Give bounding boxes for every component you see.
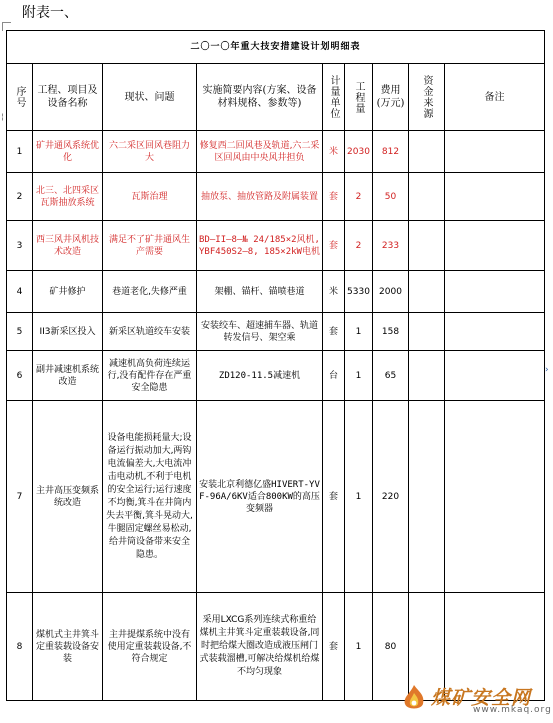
cell-project: 副井减速机系统改造 xyxy=(33,351,103,401)
table-row xyxy=(7,271,545,313)
cell-quantity: 2030 xyxy=(345,131,373,173)
cell-status: 巷道老化,失修严重 xyxy=(103,271,197,313)
cell-source xyxy=(409,271,445,313)
cell-unit: 套 xyxy=(323,593,345,701)
cell-quantity: 1 xyxy=(345,313,373,351)
cell-quantity: 1 xyxy=(345,351,373,401)
cell-quantity: 2 xyxy=(345,173,373,221)
cell-unit: 套 xyxy=(323,313,345,351)
cell-project: 矿井通风系统优化 xyxy=(33,131,103,173)
header-seq: 序号 xyxy=(7,64,33,131)
left-margin-marker: ¦ xyxy=(1,112,4,121)
cell-unit: 台 xyxy=(323,351,345,401)
cell-cost: 2000 xyxy=(373,271,409,313)
header-unit: 计量单位 xyxy=(323,64,345,131)
cell-remark xyxy=(445,173,545,221)
cell-quantity: 5330 xyxy=(345,271,373,313)
cell-cost: 80 xyxy=(373,593,409,701)
watermark-url: www.mkaq.org xyxy=(473,705,552,715)
table-title: 二〇一〇年重大技安措建设计划明细表 xyxy=(7,31,545,64)
cell-seq: 5 xyxy=(7,313,33,351)
cell-quantity: 1 xyxy=(345,401,373,593)
cell-status: 新采区轨道绞车安装 xyxy=(103,313,197,351)
watermark-text: 煤矿安全网 xyxy=(431,687,532,709)
table-row xyxy=(7,401,545,593)
right-margin-arrow-icon[interactable]: › xyxy=(545,365,549,375)
cell-quantity: 2 xyxy=(345,221,373,271)
cell-remark xyxy=(445,221,545,271)
table-header-row xyxy=(7,64,545,131)
cell-unit: 套 xyxy=(323,221,345,271)
cell-remark xyxy=(445,313,545,351)
cell-unit: 套 xyxy=(323,401,345,593)
cell-plan: 安装绞车、超速捕车器、轨道转发信号、架空乘 xyxy=(197,313,323,351)
cell-remark xyxy=(445,271,545,313)
cell-status: 主井提煤系统中没有使用定重装载设备,不符合规定 xyxy=(103,593,197,701)
cell-cost: 233 xyxy=(373,221,409,271)
header-plan: 实施简要内容(方案、设备材料规格、参数等) xyxy=(197,64,323,131)
table-row xyxy=(7,221,545,271)
cell-source xyxy=(409,173,445,221)
cell-cost: 220 xyxy=(373,401,409,593)
cell-plan: 采用LXCG系列连续式称重给煤机主井箕斗定重装载设备,同时把给煤大圈改造成液压闸门式装载溜槽,可解决给煤机给煤不均匀现象 xyxy=(197,593,323,701)
table-row xyxy=(7,173,545,221)
cell-remark xyxy=(445,401,545,593)
cell-project: 主井高压变频系统改造 xyxy=(33,401,103,593)
cell-plan: 安装北京利德亿盛HIVERT-YVF-96A/6KV适合800KW的高压变频器 xyxy=(197,401,323,593)
cell-project: 煤机式主井箕斗定重装载设备安装 xyxy=(33,593,103,701)
cell-plan: BD—II—8—№ 24/185×2风机, YBF450S2—8, 185×2kW电机 xyxy=(197,221,323,271)
cell-source xyxy=(409,351,445,401)
cell-status: 满足不了矿井通风生产需要 xyxy=(103,221,197,271)
cell-seq: 7 xyxy=(7,401,33,593)
cell-status: 瓦斯治理 xyxy=(103,173,197,221)
cell-project: II3新采区投入 xyxy=(33,313,103,351)
cell-unit: 套 xyxy=(323,173,345,221)
cell-project: 北三、北四采区瓦斯抽放系统 xyxy=(33,173,103,221)
cell-remark xyxy=(445,351,545,401)
cell-cost: 50 xyxy=(373,173,409,221)
cell-seq: 1 xyxy=(7,131,33,173)
cell-plan: 架棚、锚杆、锚喷巷道 xyxy=(197,271,323,313)
cell-source xyxy=(409,401,445,593)
header-quantity: 工程量 xyxy=(345,64,373,131)
cell-seq: 6 xyxy=(7,351,33,401)
cell-quantity: 1 xyxy=(345,593,373,701)
cell-source xyxy=(409,221,445,271)
table-row xyxy=(7,313,545,351)
header-status: 现状、问题 xyxy=(103,64,197,131)
header-source: 资金来源 xyxy=(409,64,445,131)
cell-seq: 4 xyxy=(7,271,33,313)
cell-project: 西三风井风机技术改造 xyxy=(33,221,103,271)
cell-cost: 65 xyxy=(373,351,409,401)
cell-plan: 抽放泵、抽放管路及附属装置 xyxy=(197,173,323,221)
cell-unit: 米 xyxy=(323,271,345,313)
header-project: 工程、项目及设备名称 xyxy=(33,64,103,131)
cell-source xyxy=(409,313,445,351)
cell-cost: 158 xyxy=(373,313,409,351)
cell-project: 矿井修护 xyxy=(33,271,103,313)
cell-seq: 3 xyxy=(7,221,33,271)
plan-detail-table xyxy=(6,30,545,701)
attachment-label: 附表一、 xyxy=(22,5,78,21)
cell-plan: 修复西二回风巷及轨道,六二采区回风由中央风井担负 xyxy=(197,131,323,173)
cell-remark xyxy=(445,131,545,173)
cell-seq: 2 xyxy=(7,173,33,221)
flame-logo-icon xyxy=(399,683,429,713)
cell-source xyxy=(409,131,445,173)
table-row xyxy=(7,351,545,401)
site-watermark xyxy=(399,683,552,717)
header-remark: 备注 xyxy=(445,64,545,131)
table-row xyxy=(7,131,545,173)
cell-status: 六二采区回风巷阻力大 xyxy=(103,131,197,173)
cell-seq: 8 xyxy=(7,593,33,701)
cell-status: 减速机高负荷连续运行,没有配件存在严重安全隐患 xyxy=(103,351,197,401)
cell-cost: 812 xyxy=(373,131,409,173)
header-cost: 费用(万元) xyxy=(373,64,409,131)
cell-status: 设备电能损耗量大;设备运行振动加大,两钩电流偏差大,大电流冲击电动机,不利于电机的安全运行;运行速度不均衡,箕斗在井筒内失去平衡,箕斗晃动大,牛腿固定螺丝易松动,给井筒设备带来安全隐患。 xyxy=(103,401,197,593)
cell-unit: 米 xyxy=(323,131,345,173)
cell-plan: ZD120-11.5减速机 xyxy=(197,351,323,401)
